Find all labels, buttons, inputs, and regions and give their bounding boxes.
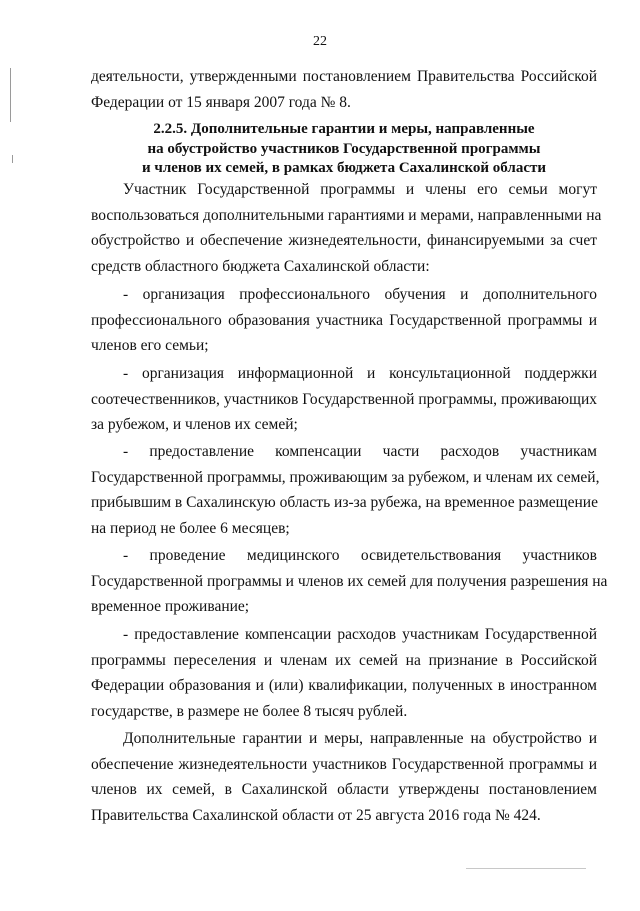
text-line: - предоставление компенсации расходов участникам Государственной xyxy=(123,626,597,643)
heading-line: на обустройство участников Государственной программы xyxy=(147,140,541,157)
intro-paragraph xyxy=(91,64,597,115)
text-line: обустройство и обеспечение жизнедеятельности, финансируемыми за счет xyxy=(91,232,597,249)
list-item-medical-examination xyxy=(91,543,608,620)
text-line: Государственной программы и членов их семей для получения разрешения на xyxy=(91,572,608,590)
text-line: временное проживание; xyxy=(91,598,250,615)
text-line: обеспечение жизнедеятельности участников Государственной программы и xyxy=(91,755,597,773)
text-line: - организация профессионального обучения и дополнительного xyxy=(123,286,597,303)
text-line: - предоставление компенсации части расходов участникам xyxy=(123,443,597,460)
text-line: Федерации от 15 января 2007 года № 8. xyxy=(91,93,351,111)
list-item-housing-compensation xyxy=(91,439,600,541)
scan-speck xyxy=(466,868,586,869)
heading-line: 2.2.5. Дополнительные гарантии и меры, направленные xyxy=(153,121,535,137)
page-number: 22 xyxy=(313,34,327,49)
list-item-qualification-recognition xyxy=(91,622,597,724)
text-line: - проведение медицинского освидетельствования участников xyxy=(123,547,597,564)
list-item-consulting xyxy=(91,361,597,438)
paragraph-participant-guarantees xyxy=(91,177,602,279)
text-line: прибывшим в Сахалинскую область из-за рубежа, на временное размещение xyxy=(91,494,598,511)
text-line: Правительства Сахалинской области от 25 августа 2016 года № 424. xyxy=(91,806,541,824)
text-line: за рубежом, и членов их семей; xyxy=(91,416,298,433)
list-item-training xyxy=(91,282,597,359)
text-line: Участник Государственной программы и члены его семьи могут xyxy=(123,181,597,198)
text-line: программы переселения и членам их семей на признание в Российской xyxy=(91,651,597,669)
text-line: средств областного бюджета Сахалинской области: xyxy=(91,257,430,275)
text-line: на период не более 6 месяцев; xyxy=(91,519,290,537)
text-line: Федерации образования и (или) квалификации, полученных в иностранном xyxy=(91,677,597,694)
text-line: членов его семьи; xyxy=(91,337,209,354)
text-line: профессионального образования участника Государственной программы и xyxy=(91,311,597,329)
scan-margin-mark xyxy=(10,68,11,122)
text-line: Дополнительные гарантии и меры, направленные на обустройство и xyxy=(123,730,597,747)
text-line: воспользоваться дополнительными гарантиями и мерами, направленными на xyxy=(91,206,602,224)
text-line: Государственной программы, проживающим за рубежом, и членам их семей, xyxy=(91,468,600,486)
heading-line: и членов их семей, в рамках бюджета Сахалинской области xyxy=(141,160,547,176)
scan-margin-mark xyxy=(12,155,13,163)
paragraph-approved-by-resolution xyxy=(91,726,597,828)
text-line: деятельности, утвержденными постановлением Правительства Российской xyxy=(91,68,597,85)
text-line: - организация информационной и консультационной поддержки xyxy=(123,365,597,382)
section-heading xyxy=(91,120,597,179)
text-line: членов их семей, в Сахалинской области утверждены постановлением xyxy=(91,781,597,798)
text-line: государстве, в размере не более 8 тысяч рублей. xyxy=(91,702,408,720)
text-line: соотечественников, участников Государственной программы, проживающих xyxy=(91,390,597,408)
